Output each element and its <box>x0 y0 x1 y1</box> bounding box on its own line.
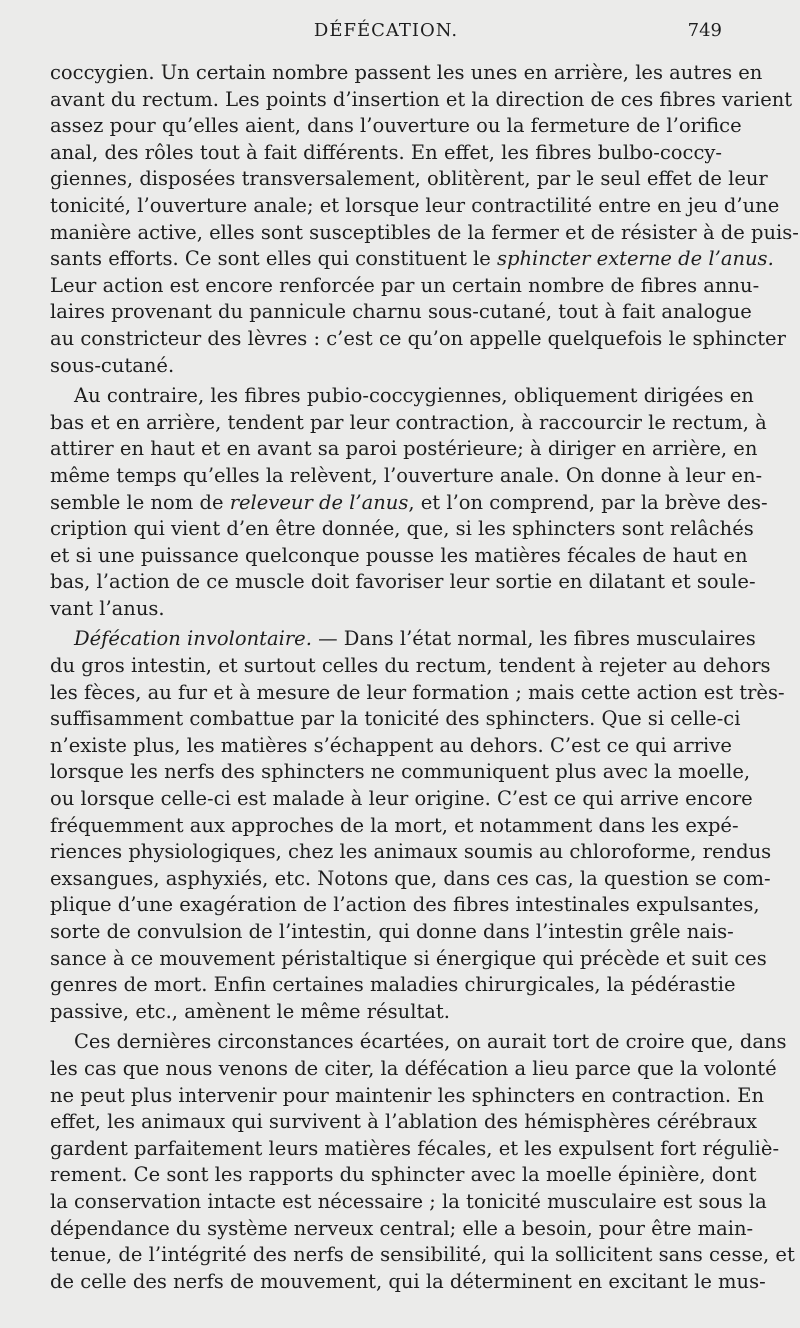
text-run: attirer en haut et en avant sa paroi postérieure; à diriger en arrière, en <box>50 437 758 461</box>
text-run: exsangues, asphyxiés, etc. Notons que, dans ces cas, la question se com- <box>50 866 771 890</box>
text-run: les cas que nous venons de citer, la défécation a lieu parce que la volonté <box>50 1056 777 1080</box>
italic-text: sphincter externe de l’anus. <box>496 247 774 271</box>
text-run: n’existe plus, les matières s’échappent au dehors. C’est ce qui arrive <box>50 733 732 757</box>
text-run: sance à ce mouvement péristaltique si énergique qui précède et suit ces <box>50 946 767 970</box>
text-run: bas et en arrière, tendent par leur contraction, à raccourcir le rectum, à <box>50 410 767 434</box>
text-run: plique d’une exagération de l’action des fibres intestinales expulsantes, <box>50 893 760 917</box>
text-run: sous-cutané. <box>50 353 175 377</box>
page-number: 749 <box>687 20 722 41</box>
text-run: et si une puissance quelconque pousse les matières fécales de haut en <box>50 543 748 567</box>
text-run: tonicité, l’ouverture anale; et lorsque leur contractilité entre en jeu d’une <box>50 193 780 217</box>
text-run: lorsque les nerfs des sphincters ne communiquent plus avec la moelle, <box>50 760 751 784</box>
text-line <box>50 866 771 893</box>
text-line <box>50 946 767 973</box>
text-run: Ces dernières circonstances écartées, on aurait tort de croire que, dans <box>74 1030 787 1054</box>
text-run: de celle des nerfs de mouvement, qui la déterminent en excitant le mus- <box>50 1269 766 1293</box>
text-line <box>50 1029 787 1056</box>
text-line <box>50 463 763 490</box>
text-run: au constricteur des lèvres : c’est ce qu’on appelle quelquefois le sphincter <box>50 326 786 350</box>
text-line <box>50 1216 754 1243</box>
text-run: cription qui vient d’en être donnée, que, si les sphincters sont relâchés <box>50 517 754 541</box>
text-run: du gros intestin, et surtout celles du rectum, tendent à rejeter au dehors <box>50 654 771 678</box>
text-line <box>50 193 780 220</box>
italic-text: Défécation involontaire. <box>74 627 312 651</box>
text-run: riences physiologiques, chez les animaux soumis au chloroforme, rendus <box>50 840 772 864</box>
text-run: suffisamment combattue par la tonicité des sphincters. Que si celle-ci <box>50 707 741 731</box>
text-run: gardent parfaitement leurs matières fécales, et les expulsent fort réguliè- <box>50 1136 780 1160</box>
text-run: passive, etc., amènent le même résultat. <box>50 999 450 1023</box>
text-line <box>50 706 741 733</box>
text-run: effet, les animaux qui survivent à l’ablation des hémisphères cérébraux <box>50 1110 758 1134</box>
text-run: Au contraire, les fibres pubio-coccygiennes, obliquement dirigées en <box>74 384 754 408</box>
text-line <box>50 733 732 760</box>
text-line <box>50 299 752 326</box>
text-line <box>50 786 753 813</box>
text-line <box>50 1242 795 1269</box>
text-line <box>50 1162 757 1189</box>
text-line <box>50 1109 758 1136</box>
text-run: Leur action est encore renforcée par un certain nombre de fibres annu- <box>50 273 760 297</box>
text-run: la conservation intacte est nécessaire ; la tonicité musculaire est sous la <box>50 1189 767 1213</box>
text-run: coccygien. Un certain nombre passent les unes en arrière, les autres en <box>50 61 763 84</box>
paragraph <box>50 626 785 1025</box>
text-line <box>50 436 758 463</box>
text-line <box>50 166 768 193</box>
text-run: sorte de convulsion de l’intestin, qui donne dans l’intestin grêle nais- <box>50 920 734 943</box>
text-line <box>50 759 751 786</box>
text-line <box>50 919 734 946</box>
text-run: genres de mort. Enfin certaines maladies chirurgicales, la pédérastie <box>50 973 736 997</box>
text-run: rement. Ce sont les rapports du sphincter avec la moelle épinière, dont <box>50 1163 757 1187</box>
text-run: fréquemment aux approches de la mort, et notamment dans les expé- <box>50 813 739 837</box>
text-line <box>50 1056 777 1083</box>
text-line <box>50 813 739 840</box>
text-run: les fèces, au fur et à mesure de leur formation ; mais cette action est très- <box>50 680 785 704</box>
text-run: dépendance du système nerveux central; elle a besoin, pour être main- <box>50 1216 754 1240</box>
text-line <box>50 1189 767 1216</box>
text-run: semble le nom de <box>50 490 230 514</box>
text-line <box>50 569 756 596</box>
text-line <box>50 999 722 1026</box>
text-line <box>50 113 742 140</box>
text-line <box>50 680 785 707</box>
text-run: même temps qu’elles la relèvent, l’ouverture anale. On donne à leur en- <box>50 463 763 487</box>
text-run: giennes, disposées transversalement, oblitèrent, par le seul effet de leur <box>50 167 768 191</box>
text-line <box>50 653 771 680</box>
text-line <box>50 543 748 570</box>
text-line <box>50 1083 765 1110</box>
text-run: tenue, de l’intégrité des nerfs de sensibilité, qui la sollicitent sans cesse, et <box>50 1243 795 1267</box>
text-line <box>50 410 767 437</box>
text-line <box>50 246 774 273</box>
text-line <box>50 596 722 623</box>
text-line <box>50 490 768 517</box>
paragraph <box>50 60 799 379</box>
text-line <box>50 60 763 87</box>
text-line <box>50 972 736 999</box>
text-run: , et l’on comprend, par la brève des- <box>408 490 768 514</box>
text-line <box>50 516 754 543</box>
text-line <box>50 273 760 300</box>
text-line <box>50 353 722 380</box>
paragraph <box>50 383 768 622</box>
text-run: bas, l’action de ce muscle doit favoriser leur sortie en dilatant et soule- <box>50 570 756 594</box>
text-line <box>50 626 756 653</box>
text-run: sants efforts. Ce sont elles qui constituent le <box>50 247 497 271</box>
text-line <box>50 839 772 866</box>
text-line <box>50 1136 780 1163</box>
running-header <box>50 20 722 50</box>
text-run: vant l’anus. <box>50 596 165 620</box>
text-line <box>50 383 754 410</box>
text-run: laires provenant du pannicule charnu sous-cutané, tout à fait analogue <box>50 300 752 324</box>
text-line <box>50 140 722 167</box>
text-run: ou lorsque celle-ci est malade à leur origine. C’est ce qui arrive encore <box>50 787 753 811</box>
text-run: assez pour qu’elles aient, dans l’ouverture ou la fermeture de l’orifice <box>50 114 742 138</box>
text-line <box>50 220 799 247</box>
italic-text: releveur de l’anus <box>229 490 409 514</box>
text-line <box>50 1269 766 1296</box>
running-title: DÉFÉCATION. <box>313 20 459 41</box>
text-line <box>50 326 786 353</box>
paragraph <box>50 1029 795 1295</box>
text-line <box>50 87 793 114</box>
text-run: — Dans l’état normal, les fibres musculaires <box>311 627 756 651</box>
text-line <box>50 892 760 919</box>
text-body <box>50 60 799 1295</box>
text-run: ne peut plus intervenir pour maintenir les sphincters en contraction. En <box>50 1083 765 1107</box>
text-run: manière active, elles sont susceptibles de la fermer et de résister à de puis- <box>50 220 799 244</box>
text-run: avant du rectum. Les points d’insertion et la direction de ces fibres varient <box>50 87 793 111</box>
text-run: anal, des rôles tout à fait différents. En effet, les fibres bulbo-coccy- <box>50 140 722 164</box>
